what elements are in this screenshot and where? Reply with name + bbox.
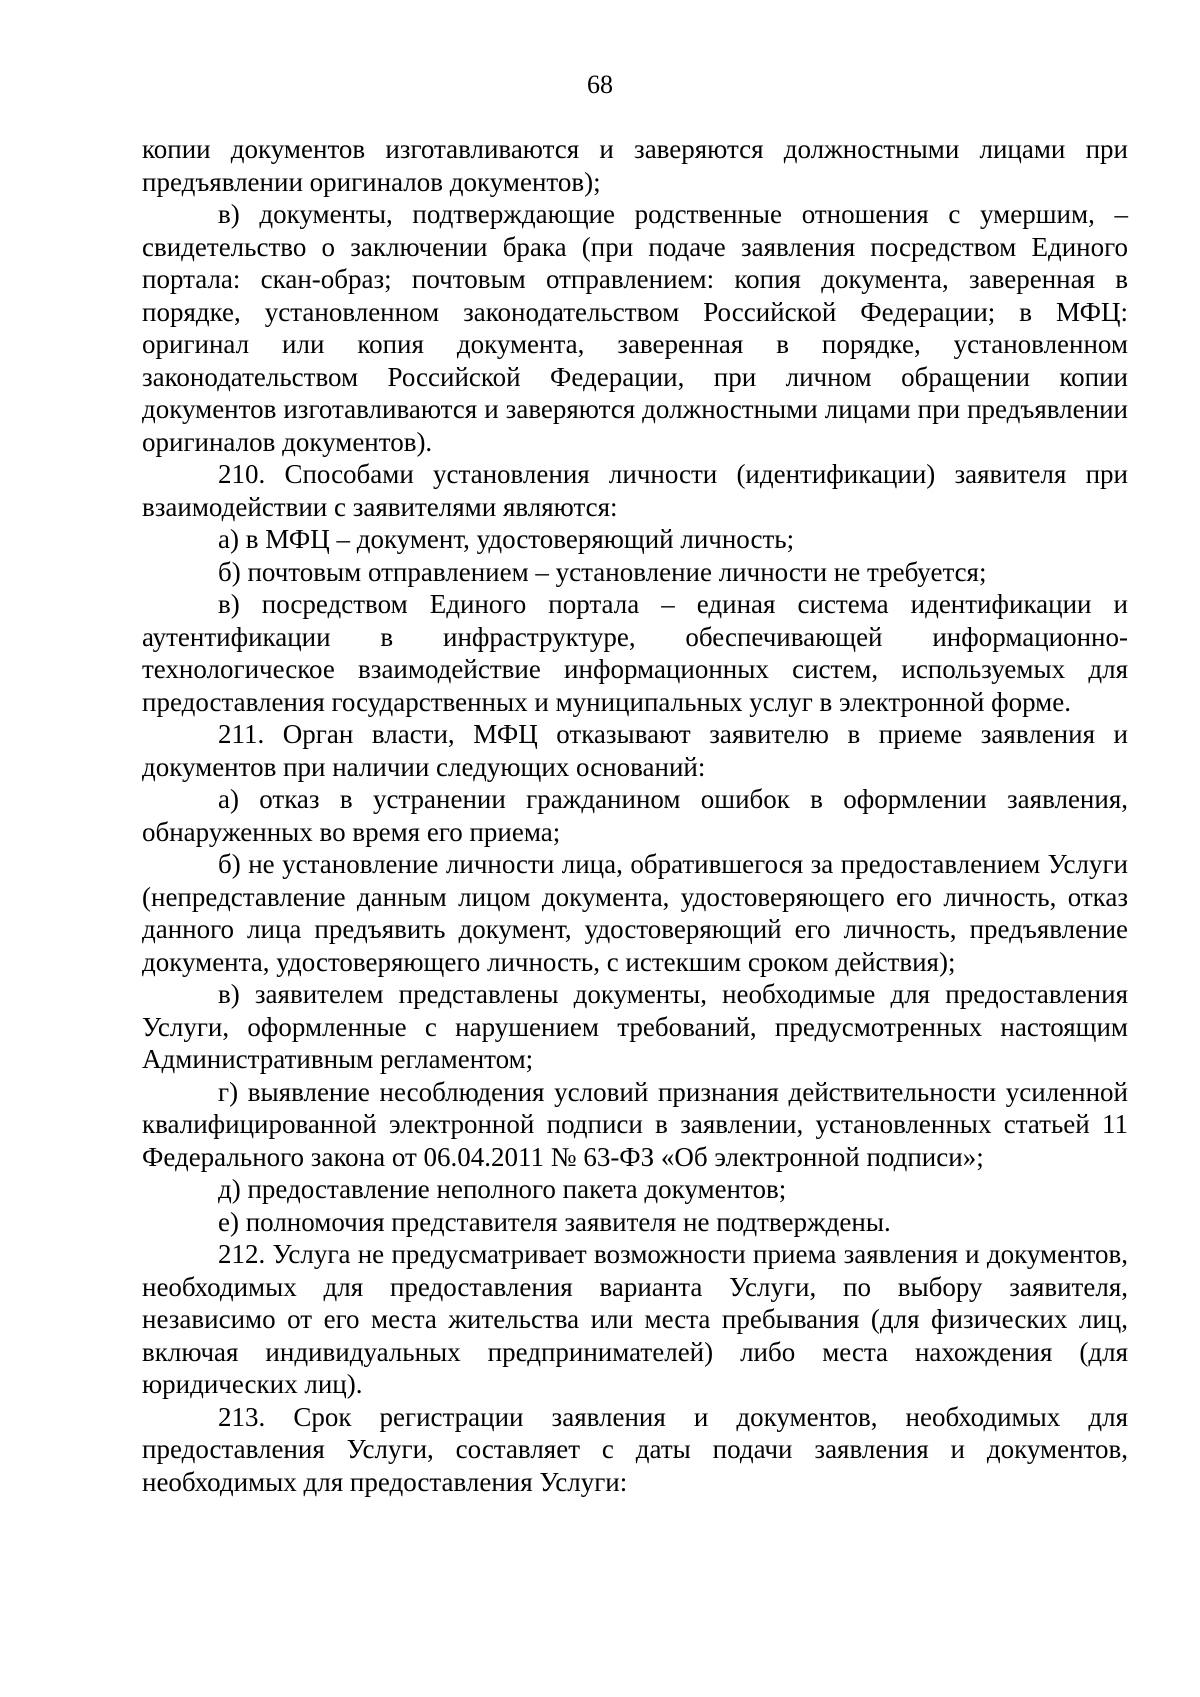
paragraph: г) выявление несоблюдения условий признания действительности усиленной квалифицированной электронной подписи в заявлении, установленных статьей 11 Федерального закона от 06.04.2011 № 63-ФЗ «Об электронной подписи»;: [142, 1076, 1128, 1172]
paragraph: б) почтовым отправлением – установление личности не требуется;: [218, 556, 987, 587]
paragraph: 211. Орган власти, МФЦ отказывают заявителю в приеме заявления и документов при наличии следующих оснований:: [142, 719, 1128, 782]
paragraph: в) документы, подтверждающие родственные отношения с умершим, – свидетельство о заключении брака (при подаче заявления посредством Единого портала: скан-образ; почтовым отправлением: копия документа, заверенная в порядке, установленном законодательством Российской Федерации; в МФЦ: оригинал или копия документа, заверенная в порядке, установленном законодательством Российской Федерации, при личном обращении копии документов изготавливаются и заверяются должностными лицами при предъявлении оригиналов документов).: [142, 199, 1128, 457]
paragraph: копии документов изготавливаются и заверяются должностными лицами при предъявлении оригиналов документов);: [142, 134, 1128, 197]
document-body: [142, 133, 1128, 1498]
paragraph: д) предоставление неполного пакета документов;: [218, 1174, 787, 1204]
page-number: 68: [587, 70, 613, 99]
paragraph: 210. Способами установления личности (идентификации) заявителя при взаимодействии с заявителями являются:: [142, 459, 1128, 522]
paragraph: в) посредством Единого портала – единая система идентификации и аутентификации в инфраструктуре, обеспечивающей информационно-технологическое взаимодействие информационных систем, используемых для предоставления государственных и муниципальных услуг в электронной форме.: [142, 589, 1128, 717]
paragraph: в) заявителем представлены документы, необходимые для предоставления Услуги, оформленные с нарушением требований, предусмотренных настоящим Административным регламентом;: [142, 979, 1128, 1074]
paragraph: а) в МФЦ – документ, удостоверяющий личность;: [218, 524, 795, 554]
paragraph: б) не установление личности лица, обратившегося за предоставлением Услуги (непредставление данным лицом документа, удостоверяющего его личность, отказ данного лица предъявить документ, удостоверяющий его личность, предъявление документа, удостоверяющего личность, с истекшим сроком действия);: [142, 849, 1128, 977]
paragraph: 212. Услуга не предусматривает возможности приема заявления и документов, необходимых для предоставления варианта Услуги, по выбору заявителя, независимо от его места жительства или места пребывания (для физических лиц, включая индивидуальных предпринимателей) либо места нахождения (для юридических лиц).: [142, 1239, 1128, 1399]
paragraph: е) полномочия представителя заявителя не подтверждены.: [218, 1206, 891, 1237]
paragraph: а) отказ в устранении гражданином ошибок в оформлении заявления, обнаруженных во время его приема;: [142, 784, 1128, 847]
paragraph: 213. Срок регистрации заявления и документов, необходимых для предоставления Услуги, составляет с даты подачи заявления и документов, необходимых для предоставления Услуги:: [142, 1401, 1128, 1497]
